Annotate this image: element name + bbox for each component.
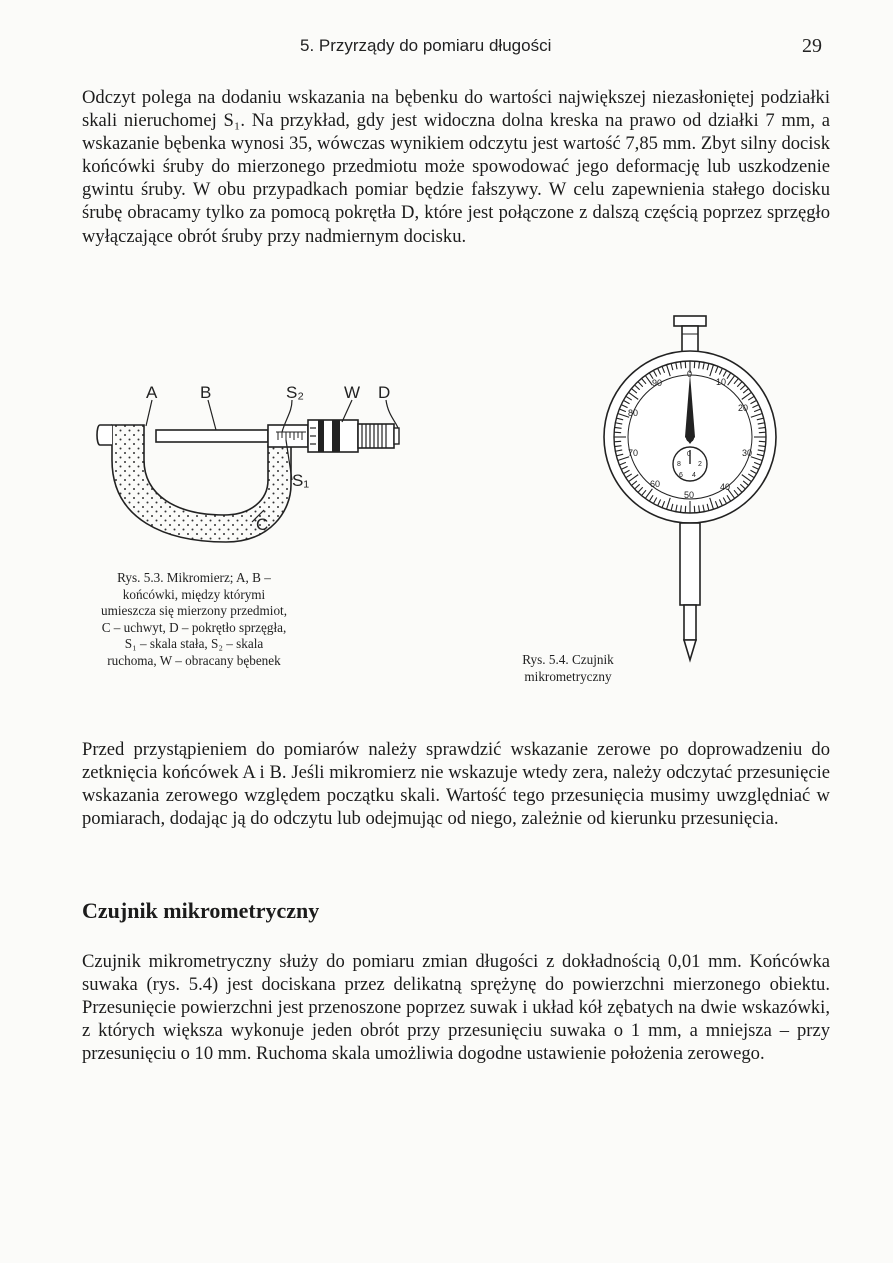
dial-number-40: 40	[720, 482, 731, 492]
micrometer-figure	[96, 370, 416, 550]
figure-5-3-caption: Rys. 5.3. Mikromierz; A, B – końcówki, między którymi umieszcza się mierzony przedmiot, C – uchwyt, D – pokrętło sprzęgła, S₁ – skala stała, S₂ – skala ruchoma, W – obracany bębenek	[100, 570, 288, 668]
contact-point	[684, 640, 696, 660]
small-dial-8: 8	[677, 461, 681, 468]
label-w: W	[344, 383, 361, 402]
plunger-sleeve	[680, 523, 700, 605]
ratchet-d	[358, 424, 394, 448]
paragraph-zero-check: Przed przystąpieniem do pomiarów należy sprawdzić wskazanie zerowe po doprowadzeniu do zetknięcia końcówek A i B. Jeśli mikromierz nie wskazuje wtedy zera, należy odczytać przesunięcie wskazania zerowego względem początku skali. Wartość tego przesunięcia musimy uwzględniać w pomiarach, dodając ją do odczytu lub odejmując od niego, zależnie od kierunku przesunięcia.	[82, 739, 830, 830]
small-dial-2: 2	[698, 461, 702, 468]
small-dial-4: 4	[692, 472, 696, 479]
label-d: D	[378, 383, 391, 402]
dial-number-10: 10	[716, 377, 727, 387]
anvil-a	[97, 425, 112, 445]
running-header: 5. Przyrządy do pomiaru długości	[300, 36, 552, 55]
dial-number-80: 80	[628, 408, 639, 418]
figure-5-4-caption: Rys. 5.4. Czujnik mikrometryczny	[522, 652, 614, 684]
dial-number-30: 30	[742, 448, 753, 458]
dial-number-60: 60	[650, 479, 661, 489]
small-dial-6: 6	[679, 472, 683, 479]
dial-number-90: 90	[652, 378, 663, 388]
dial-number-0: 0	[687, 369, 693, 379]
spindle-b	[156, 430, 268, 442]
dial-number-50: 50	[684, 490, 695, 500]
section-heading: Czujnik mikrometryczny	[82, 898, 320, 923]
plunger	[684, 605, 696, 640]
label-s1: S₁	[292, 471, 310, 490]
label-c: C	[256, 515, 269, 534]
paragraph-dial-indicator: Czujnik mikrometryczny służy do pomiaru zmian długości z dokładnością 0,01 mm. Końcówka suwaka (rys. 5.4) jest dociskana przez delikatną sprężynę do powierzchni mierzonego obiektu. Przesunięcie powierzchni jest przenoszone poprzez suwak i układ kół zębatych na dwie wskazówki, z których większa wykonuje jeden obrót przy przesunięciu suwaka o 1 mm, a mniejsza – przy przesunięciu o 10 mm. Ruchoma skala umożliwia dogodne ustawienie położenia zerowego.	[82, 951, 830, 1065]
dial-number-20: 20	[738, 403, 749, 413]
paragraph-reading-method: Odczyt polega na dodaniu wskazania na bębenku do wartości największej niezasłoniętej podziałki skali nieruchomej S₁. Na przykład, gdy jest widoczna dolna kreska na prawo od działki 7 mm, a wskazanie bębenka wynosi 35, wówczas wynikiem odczytu jest wartość 7,85 mm. Zbyt silny docisk końcówki śruby do mierzonego przedmiotu może spowodować jego deformację lub uszkodzenie gwintu śruby. W obu przypadkach pomiar będzie fałszywy. W celu zapewnienia stałego docisku śrubę obracamy tylko za pomocą pokrętła D, które jest połączone z dalszą częścią poprzez sprzęgło wyłączające obrót śruby przy nadmiernym docisku.	[82, 87, 830, 247]
dial-indicator-figure	[596, 312, 796, 672]
label-s2: S₂	[286, 383, 304, 402]
small-dial-0: 0	[687, 451, 691, 458]
label-a: A	[146, 383, 158, 402]
label-b: B	[200, 383, 212, 402]
dial-number-70: 70	[628, 448, 639, 458]
page-number: 29	[802, 35, 822, 57]
